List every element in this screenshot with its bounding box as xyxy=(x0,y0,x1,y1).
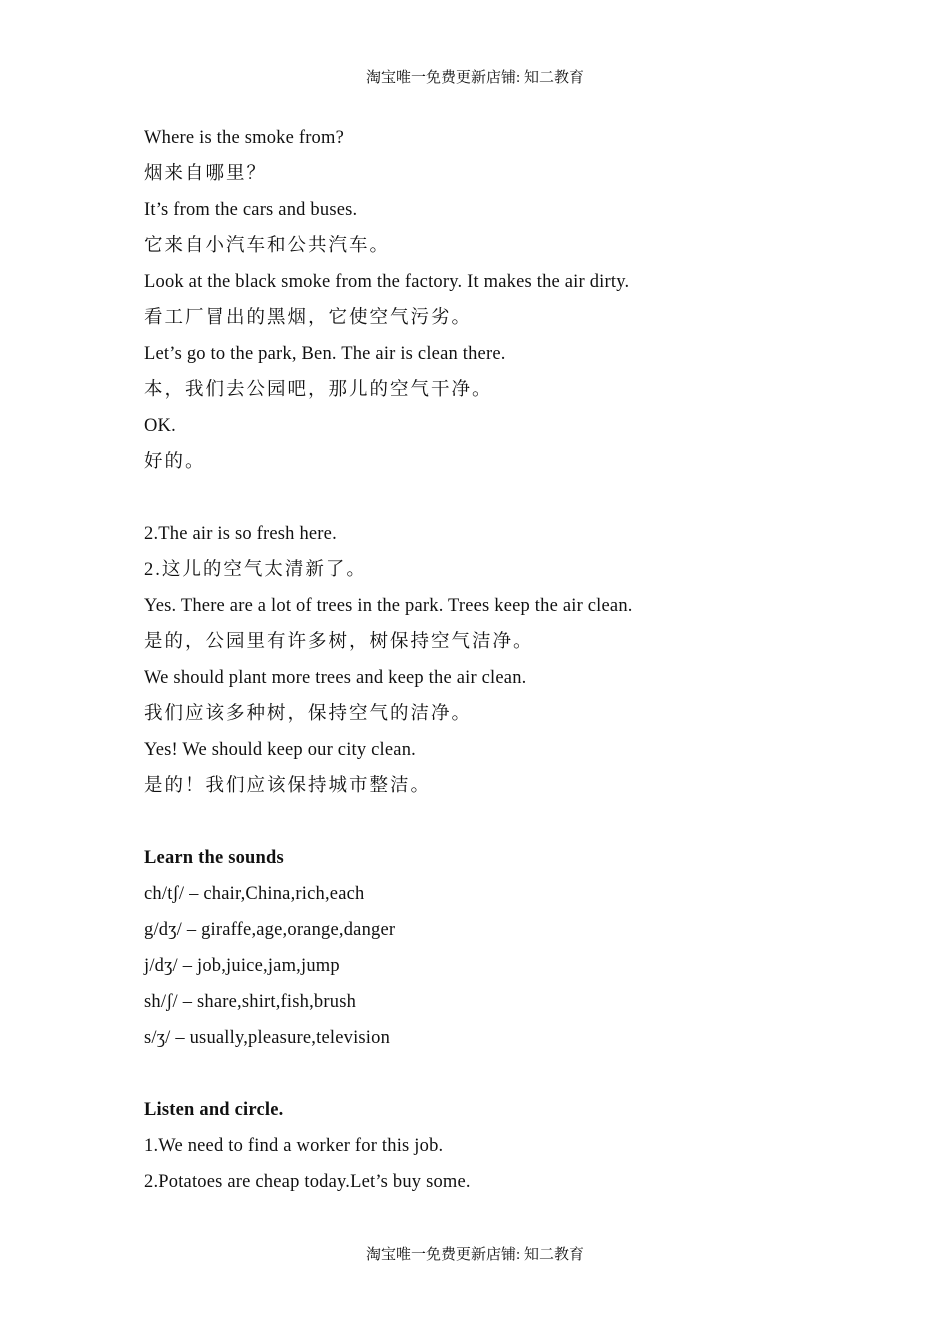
page-header: 淘宝唯一免费更新店铺: 知二教育 xyxy=(366,70,584,86)
spacer xyxy=(144,1060,844,1096)
dialogue-line-en: Look at the black smoke from the factory. It makes the air dirty. xyxy=(144,272,630,292)
dialogue-line-en: It’s from the cars and buses. xyxy=(144,200,358,220)
section-heading: Learn the sounds xyxy=(144,848,284,868)
listen-item: 1.We need to find a worker for this job. xyxy=(144,1136,444,1156)
dialogue-line-cn: 它来自小汽车和公共汽车。 xyxy=(144,236,391,256)
learn-sounds-section xyxy=(144,844,844,1060)
dialogue-section-1 xyxy=(144,124,844,484)
sound-item: ch/tʃ/ – chair,China,rich,each xyxy=(144,884,365,904)
page-footer: 淘宝唯一免费更新店铺: 知二教育 xyxy=(366,1247,584,1263)
spacer xyxy=(144,484,844,520)
document-body xyxy=(144,124,844,1204)
dialogue-line-cn: 烟来自哪里？ xyxy=(144,164,268,184)
dialogue-line-en: OK. xyxy=(144,416,176,436)
dialogue-line-cn: 看工厂冒出的黑烟，它使空气污劣。 xyxy=(144,308,473,328)
sound-item: sh/ʃ/ – share,shirt,fish,brush xyxy=(144,992,357,1012)
dialogue-line-cn: 2.这儿的空气太清新了。 xyxy=(144,560,367,580)
dialogue-line-en: Yes. There are a lot of trees in the park. Trees keep the air clean. xyxy=(144,596,633,616)
sound-item: g/dʒ/ – giraffe,age,orange,danger xyxy=(144,920,396,940)
sound-item: s/ʒ/ – usually,pleasure,television xyxy=(144,1028,391,1048)
dialogue-line-en: 2.The air is so fresh here. xyxy=(144,524,337,544)
dialogue-line-en: Yes! We should keep our city clean. xyxy=(144,740,416,760)
dialogue-line-cn: 我们应该多种树，保持空气的洁净。 xyxy=(144,704,473,724)
dialogue-line-en: Where is the smoke from? xyxy=(144,128,345,148)
dialogue-section-2 xyxy=(144,520,844,808)
listen-item: 2.Potatoes are cheap today.Let’s buy some. xyxy=(144,1172,471,1192)
section-heading: Listen and circle. xyxy=(144,1100,284,1120)
dialogue-line-cn: 是的，公园里有许多树，树保持空气洁净。 xyxy=(144,632,534,652)
sound-item: j/dʒ/ – job,juice,jam,jump xyxy=(144,956,340,976)
dialogue-line-cn: 是的！我们应该保持城市整洁。 xyxy=(144,776,432,796)
dialogue-line-cn: 好的。 xyxy=(144,452,206,472)
dialogue-line-en: Let’s go to the park, Ben. The air is clean there. xyxy=(144,344,506,364)
dialogue-line-en: We should plant more trees and keep the air clean. xyxy=(144,668,527,688)
dialogue-line-cn: 本，我们去公园吧，那儿的空气干净。 xyxy=(144,380,493,400)
listen-circle-section xyxy=(144,1096,844,1204)
spacer xyxy=(144,808,844,844)
